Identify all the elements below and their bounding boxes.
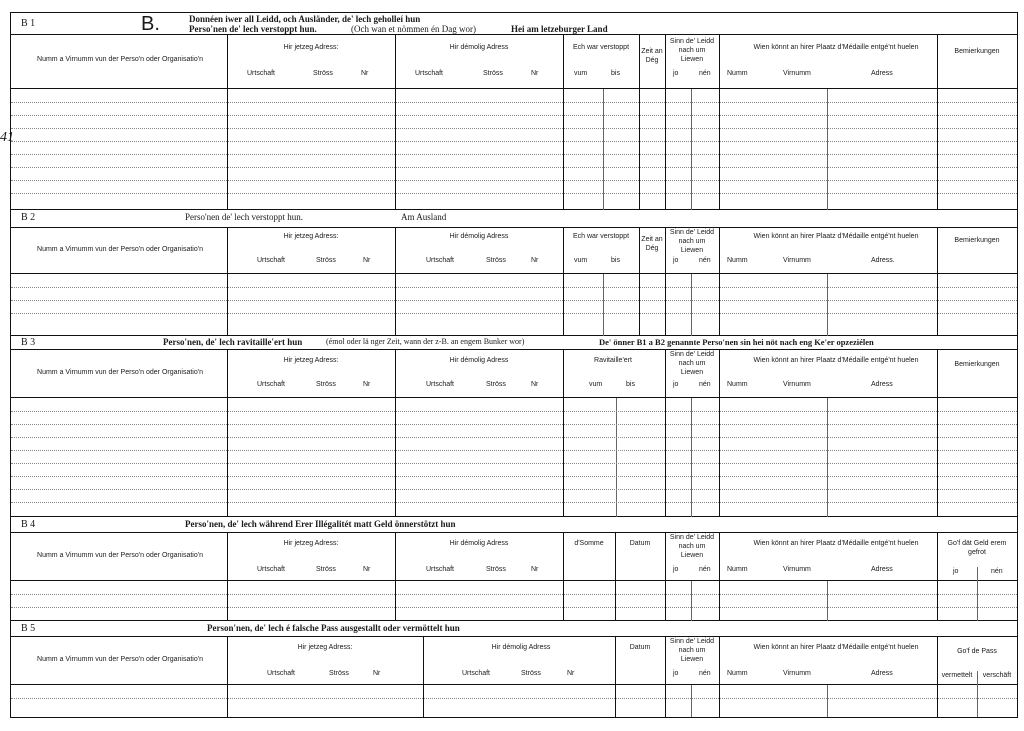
to-label: bis: [611, 70, 620, 77]
current-address-label: Hir jetzeg Adress:: [283, 357, 339, 364]
medal-recipient-label: Wien könnt an hirer Plaatz d'Médaille entgé'nt huelen: [753, 233, 919, 240]
no-label: nén: [699, 381, 711, 388]
current-address-label: Hir jetzeg Adress:: [283, 233, 339, 240]
yes-label: jo: [673, 381, 679, 388]
hidden-label: Ech war verstoppt: [572, 233, 630, 240]
former-address-label: Hir démolig Adress: [449, 44, 509, 51]
street-label: Ströss: [486, 381, 506, 388]
street-label: Ströss: [521, 670, 541, 677]
yes-label: jo: [953, 568, 959, 575]
current-address-label: Hir jetzeg Adress:: [283, 44, 339, 51]
column-header: [11, 35, 1017, 89]
section-b3-header: [11, 336, 1017, 350]
city-label: Urtschaft: [257, 566, 286, 573]
form-frame: [10, 12, 1018, 718]
city-label: Urtschaft: [426, 381, 455, 388]
number-label: Nr: [373, 670, 381, 677]
section-b5-header: [11, 621, 1017, 637]
alive-label: Sinn de' Leidd nach um Liewen: [669, 38, 715, 63]
last-name-label: Numm: [727, 566, 748, 573]
no-label: nén: [699, 257, 711, 264]
section-b1: [11, 13, 1017, 210]
to-label: bis: [626, 381, 635, 388]
street-label: Ströss: [316, 257, 336, 264]
number-label: Nr: [363, 257, 371, 264]
medal-recipient-label: Wien könnt an hirer Plaatz d'Médaille entgé'nt huelen: [753, 644, 919, 651]
days-label: Zeit an Dég: [641, 48, 663, 64]
first-name-label: Virnumm: [783, 670, 811, 677]
current-address-label: Hir jetzeg Adress:: [283, 540, 339, 547]
city-label: Urtschaft: [415, 70, 444, 77]
yes-label: jo: [673, 70, 679, 77]
city-label: Urtschaft: [267, 670, 296, 677]
from-label: vum: [574, 257, 588, 264]
street-label: Ströss: [486, 257, 506, 264]
former-address-label: Hir démolig Adress: [449, 540, 509, 547]
street-label: Ströss: [486, 566, 506, 573]
hidden-label: Ech war verstoppt: [572, 44, 630, 51]
remarks-label: Bemierkungen: [954, 237, 1000, 244]
section-title: Person'nen, de' lech é falsche Pass ausgestallt oder vermöttelt hun: [207, 623, 460, 633]
street-label: Ströss: [483, 70, 503, 77]
money-returned-label: Go'f dät Geld erem gefrot: [947, 540, 1007, 556]
address-label: Adress: [871, 566, 893, 573]
column-header: [11, 228, 1017, 274]
street-label: Ströss: [316, 381, 336, 388]
former-address-label: Hir démolig Adress: [449, 233, 509, 240]
remarks-label: Bemierkungen: [954, 48, 1000, 55]
section-code: B 1: [21, 18, 36, 29]
section-b4: [11, 517, 1017, 621]
city-label: Urtschaft: [257, 257, 286, 264]
alive-label: Sinn de' Leidd nach um Liewen: [669, 534, 715, 559]
medal-recipient-label: Wien könnt an hirer Plaatz d'Médaille entgé'nt huelen: [753, 540, 919, 547]
section-code: B 2: [21, 212, 36, 223]
section-title: Donnéen iwer all Leidd, och Ausländer, de' lech geholleí hun: [189, 14, 421, 24]
first-name-label: Virnumm: [783, 381, 811, 388]
column-header: [11, 350, 1017, 398]
name-column-label: Numm a Virnumm vun der Perso'n oder Organisatio'n: [37, 246, 203, 253]
section-b5: [11, 621, 1017, 717]
first-name-label: Virnumm: [783, 257, 811, 264]
section-code: B 4: [21, 519, 36, 530]
to-label: bis: [611, 257, 620, 264]
name-column-label: Numm a Virnumm vun der Perso'n oder Organisatio'n: [37, 369, 203, 376]
section-subtitle: Am Ausland: [401, 212, 447, 222]
no-label: nén: [991, 568, 1003, 575]
number-label: Nr: [531, 566, 539, 573]
last-name-label: Numm: [727, 70, 748, 77]
from-label: vum: [589, 381, 603, 388]
last-name-label: Numm: [727, 670, 748, 677]
section-b4-header: [11, 517, 1017, 533]
section-subtitle: Hei am letzeburger Land: [511, 24, 608, 34]
current-address-label: Hir jetzeg Adress:: [297, 644, 353, 651]
supplied-label: Ravitaille'ert: [594, 357, 632, 364]
street-label: Ströss: [313, 70, 333, 77]
section-b3: [11, 336, 1017, 517]
section-b3-rows: [11, 398, 1017, 517]
provided-label: verschäft: [982, 672, 1012, 679]
address-label: Adress: [871, 381, 893, 388]
medal-recipient-label: Wien könnt an hirer Plaatz d'Médaille entgé'nt huelen: [753, 44, 919, 51]
city-label: Urtschaft: [426, 257, 455, 264]
first-name-label: Virnumm: [783, 566, 811, 573]
address-label: Adress.: [871, 257, 895, 264]
section-b2-header: [11, 210, 1017, 228]
no-label: nén: [699, 566, 711, 573]
section-b2: [11, 210, 1017, 336]
section-title: Perso'nen de' lech verstoppt hun.: [185, 212, 303, 222]
last-name-label: Numm: [727, 381, 748, 388]
passport-label: Go'f de Pass: [957, 648, 997, 655]
address-label: Adress: [871, 670, 893, 677]
number-label: Nr: [361, 70, 369, 77]
yes-label: jo: [673, 670, 679, 677]
from-label: vum: [574, 70, 588, 77]
number-label: Nr: [567, 670, 575, 677]
margin-mark: 41: [0, 130, 14, 145]
no-label: nén: [699, 70, 711, 77]
medal-recipient-label: Wien könnt an hirer Plaatz d'Médaille entgé'nt huelen: [753, 357, 919, 364]
former-address-label: Hir démolig Adress: [449, 357, 509, 364]
amount-label: d'Somme: [574, 540, 604, 547]
name-column-label: Numm a Virnumm vun der Perso'n oder Organisatio'n: [37, 552, 203, 559]
section-b5-rows: [11, 685, 1017, 717]
city-label: Urtschaft: [247, 70, 276, 77]
number-label: Nr: [363, 381, 371, 388]
section-b4-rows: [11, 581, 1017, 621]
former-address-label: Hir démolig Adress: [491, 644, 551, 651]
alive-label: Sinn de' Leidd nach um Liewen: [669, 229, 715, 254]
no-label: nén: [699, 670, 711, 677]
section-b1-header: [11, 13, 1017, 35]
section-title: Perso'nen de' lech verstoppt hun.: [189, 24, 317, 34]
section-b1-rows: [11, 89, 1017, 210]
number-label: Nr: [531, 70, 539, 77]
section-b2-rows: [11, 274, 1017, 336]
address-label: Adress: [871, 70, 893, 77]
date-label: Datum: [629, 540, 651, 547]
section-code: B 3: [21, 337, 36, 348]
city-label: Urtschaft: [257, 381, 286, 388]
date-label: Datum: [629, 644, 651, 651]
yes-label: jo: [673, 566, 679, 573]
first-name-label: Virnumm: [783, 70, 811, 77]
column-header: [11, 533, 1017, 581]
number-label: Nr: [363, 566, 371, 573]
city-label: Urtschaft: [426, 566, 455, 573]
column-header: [11, 637, 1017, 685]
section-note: De' önner B1 a B2 genannte Perso'nen sin hei nöt nach eng Ke'er opzeziélen: [599, 337, 874, 347]
section-title: Perso'nen, de' lech ravitaille'ert hun: [163, 337, 303, 347]
last-name-label: Numm: [727, 257, 748, 264]
form-letter: B.: [141, 13, 160, 35]
section-title: Perso'nen, de' lech während Erer Illégalitét matt Geld önnerstötzt hun: [185, 519, 456, 529]
days-label: Zeit an Dég: [641, 236, 663, 252]
section-subtitle: (Och wan et nömmen én Dag wor): [351, 24, 476, 34]
name-column-label: Numm a Virnumm vun der Perso'n oder Organisatio'n: [37, 56, 203, 63]
section-subtitle: (émol oder lä nger Zeit, wann der z-B. an engem Bunker wor): [326, 337, 525, 346]
section-code: B 5: [21, 623, 36, 634]
alive-label: Sinn de' Leidd nach um Liewen: [669, 351, 715, 376]
remarks-label: Bemierkungen: [954, 361, 1000, 368]
street-label: Ströss: [316, 566, 336, 573]
yes-label: jo: [673, 257, 679, 264]
number-label: Nr: [531, 257, 539, 264]
alive-label: Sinn de' Leidd nach um Liewen: [669, 638, 715, 663]
number-label: Nr: [531, 381, 539, 388]
name-column-label: Numm a Virnumm vun der Perso'n oder Organisatio'n: [37, 656, 203, 663]
street-label: Ströss: [329, 670, 349, 677]
mediated-label: vermettelt: [941, 672, 973, 679]
city-label: Urtschaft: [462, 670, 491, 677]
